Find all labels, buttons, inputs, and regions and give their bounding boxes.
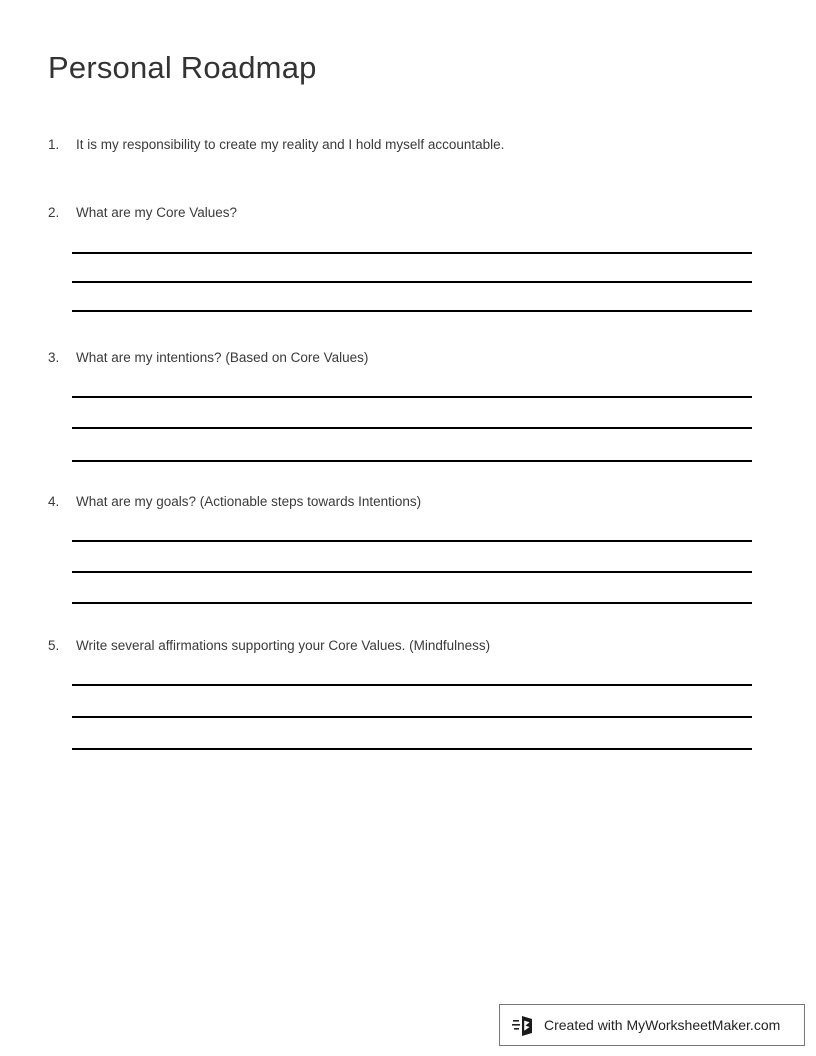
question-number: 5. — [48, 638, 60, 653]
answer-line[interactable] — [72, 396, 752, 398]
answer-line[interactable] — [72, 602, 752, 604]
question-row — [0, 203, 816, 223]
question-number: 2. — [48, 205, 60, 220]
question-item — [0, 348, 816, 368]
question-item — [0, 203, 816, 223]
answer-line[interactable] — [72, 310, 752, 312]
question-row — [0, 348, 816, 368]
question-row — [0, 135, 816, 155]
question-number: 1. — [48, 137, 60, 152]
badge-label: Created with MyWorksheetMaker.com — [544, 1017, 781, 1033]
question-text: What are my intentions? (Based on Core Values) — [76, 350, 369, 365]
question-item — [0, 636, 816, 656]
worksheet-maker-logo-icon — [512, 1012, 538, 1038]
answer-line[interactable] — [72, 427, 752, 429]
question-number: 3. — [48, 350, 60, 365]
question-row — [0, 636, 816, 656]
answer-line[interactable] — [72, 460, 752, 462]
created-with-badge[interactable] — [499, 1004, 805, 1046]
answer-line[interactable] — [72, 684, 752, 686]
question-number: 4. — [48, 494, 60, 509]
answer-line[interactable] — [72, 281, 752, 283]
question-item — [0, 492, 816, 512]
page-title: Personal Roadmap — [48, 50, 317, 85]
answer-line[interactable] — [72, 571, 752, 573]
question-item — [0, 135, 816, 155]
question-text: It is my responsibility to create my reality and I hold myself accountable. — [76, 137, 505, 152]
answer-line[interactable] — [72, 540, 752, 542]
question-text: Write several affirmations supporting your Core Values. (Mindfulness) — [76, 638, 491, 653]
question-text: What are my goals? (Actionable steps towards Intentions) — [76, 494, 422, 509]
question-row — [0, 492, 816, 512]
answer-line[interactable] — [72, 748, 752, 750]
answer-line[interactable] — [72, 252, 752, 254]
answer-line[interactable] — [72, 716, 752, 718]
question-text: What are my Core Values? — [76, 205, 238, 220]
